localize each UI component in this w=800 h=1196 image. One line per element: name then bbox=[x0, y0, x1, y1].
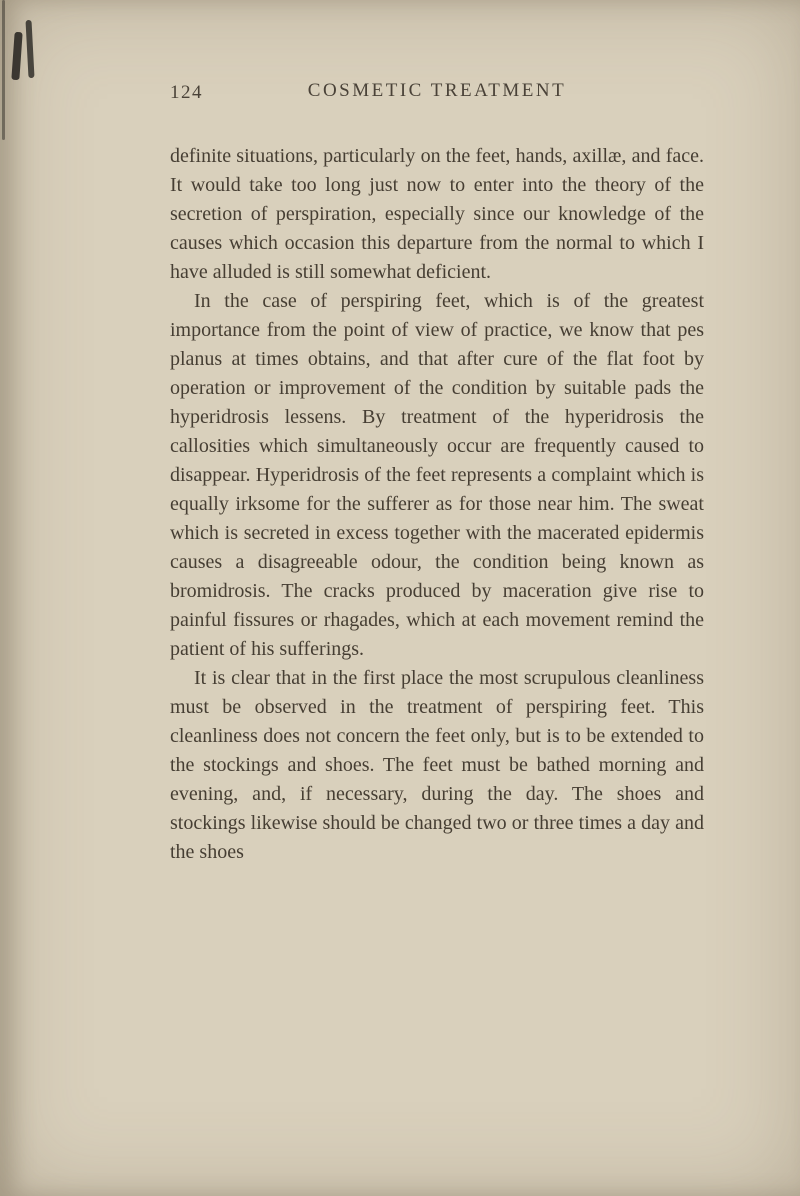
text-block bbox=[170, 80, 704, 867]
page-header bbox=[170, 80, 704, 108]
scan-artifact bbox=[25, 20, 34, 78]
scan-edge-shadow bbox=[2, 0, 5, 140]
scan-artifact bbox=[11, 32, 22, 80]
body-text bbox=[170, 142, 704, 867]
page-number: 124 bbox=[170, 82, 203, 103]
paragraph: It is clear that in the first place the most scrupulous cleanliness must be observed in the treatment of perspiring feet. This cleanliness does not concern the feet only, but is to be extended to the stockings and shoes. The feet must be bathed morning and evening, and, if necessary, during the day. The shoes and stockings likewise should be changed two or three times a day and the shoes bbox=[170, 667, 704, 863]
running-title: COSMETIC TREATMENT bbox=[307, 80, 567, 101]
paragraph: In the case of perspiring feet, which is of the greatest importance from the point of view of practice, we know that pes planus at times obtains, and that after cure of the flat foot by operation or improvement of the condition by suitable pads the hyperidrosis lessens. By treatment of the hyperidrosis the callosities which simultaneously occur are frequently caused to disappear. Hyperidrosis of the feet represents a complaint which is equally irksome for the sufferer as for those near him. The sweat which is secreted in excess together with the macerated epidermis causes a disagreeable odour, the condition being known as bromidrosis. The cracks produced by maceration give rise to painful fissures or rhagades, which at each movement remind the patient of his sufferings. bbox=[170, 290, 704, 660]
paragraph: definite situations, particularly on the feet, hands, axillæ, and face. It would take too long just now to enter into the theory of the secretion of perspiration, especially since our knowledge of the causes which occasion this departure from the normal to which I have alluded is still somewhat deficient. bbox=[170, 145, 704, 283]
